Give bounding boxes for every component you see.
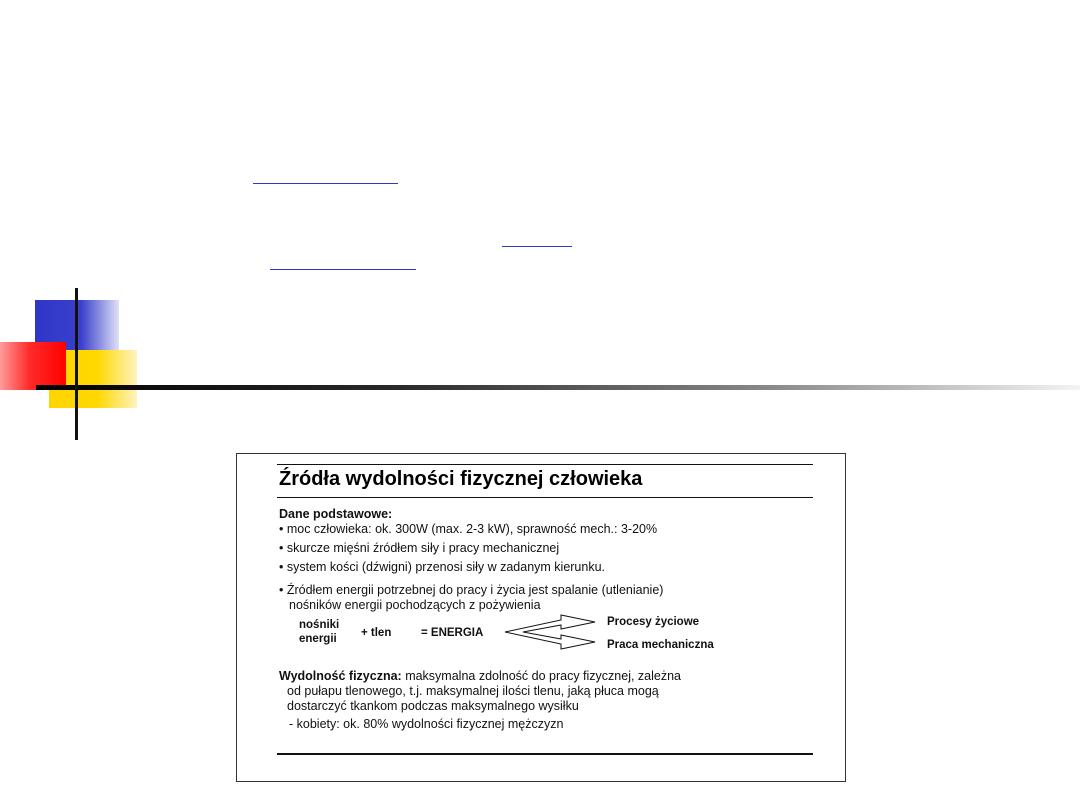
- slide-title: Źródła wydolności fizycznej człowieka: [279, 468, 643, 490]
- link-underline-2[interactable]: [502, 246, 572, 247]
- slide-top-rule: [277, 464, 813, 465]
- equation-output-life: Procesy życiowe: [607, 616, 700, 628]
- equation-output-work: Praca mechaniczna: [607, 639, 714, 651]
- equation-equals-energy: = ENERGIA: [421, 627, 484, 639]
- link-underline-1[interactable]: [253, 183, 398, 184]
- equation-plus-oxygen: + tlen: [361, 627, 392, 639]
- bullet-power: • moc człowieka: ok. 300W (max. 2-3 kW), sprawność mech.: 3-20%: [279, 522, 658, 536]
- embedded-slide-image: [236, 453, 846, 782]
- bullet-bones: • system kości (dźwigni) przenosi siły w zadanym kierunku.: [279, 560, 606, 574]
- link-underline-3[interactable]: [270, 269, 416, 270]
- basics-heading: Dane podstawowe:: [279, 507, 393, 521]
- split-arrow-icon: [503, 612, 599, 652]
- bullet-energy-line2: nośników energii pochodzących z pożywienia: [289, 598, 541, 612]
- bullet-muscles: • skurcze mięśni źródłem siły i pracy mechanicznej: [279, 541, 560, 555]
- capacity-line1: [279, 669, 681, 684]
- equation-carrier-line1: nośniki: [299, 619, 340, 631]
- ornament-red-square: [0, 342, 66, 390]
- capacity-definition: maksymalna zdolność do pracy fizycznej, zależna: [401, 669, 682, 683]
- capacity-line2: od pułapu tlenowego, t.j. maksymalnej ilości tlenu, jaką płuca mogą: [287, 684, 659, 698]
- ornament-vertical-rule: [75, 288, 78, 440]
- slide-bottom-rule: [277, 753, 813, 755]
- ornament-horizontal-rule: [36, 385, 1080, 390]
- bullet-energy-line1: • Źródłem energii potrzebnej do pracy i życia jest spalanie (utlenianie): [279, 583, 664, 597]
- capacity-term: Wydolność fizyczna:: [279, 669, 402, 683]
- women-note: - kobiety: ok. 80% wydolności fizycznej mężczyzn: [289, 717, 564, 731]
- slide-title-rule: [277, 497, 813, 498]
- equation-carrier-line2: energii: [299, 633, 337, 645]
- capacity-line3: dostarczyć tkankom podczas maksymalnego wysiłku: [287, 699, 579, 713]
